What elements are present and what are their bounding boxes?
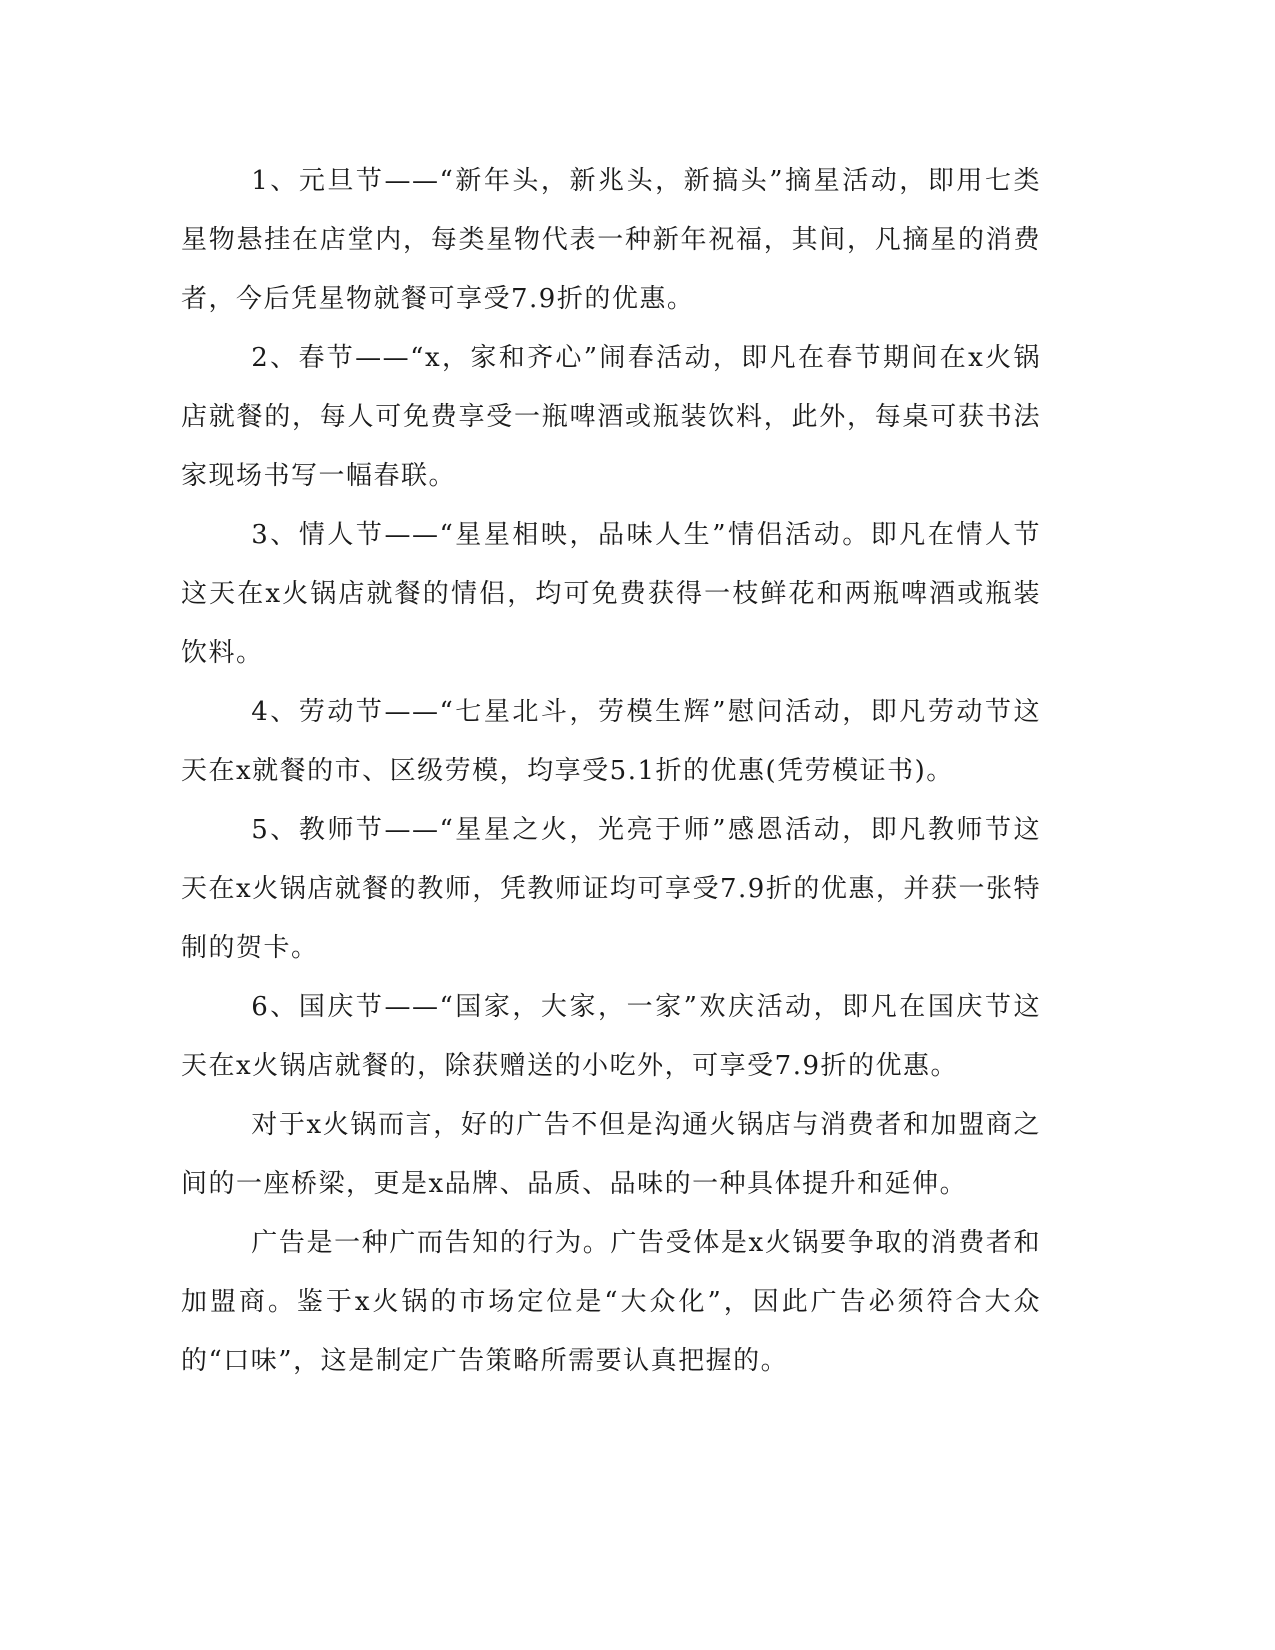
- paragraph-valentines-day: 3、情人节——“星星相映，品味人生”情侣活动。即凡在情人节这天在x火锅店就餐的情侣，均可免费获得一枝鲜花和两瓶啤酒或瓶装饮料。: [181, 520, 1041, 668]
- paragraph-advertising-strategy: 广告是一种广而告知的行为。广告受体是x火锅要争取的消费者和加盟商。鉴于x火锅的市场定位是“大众化”，因此广告必须符合大众的“口味”，这是制定广告策略所需要认真把握的。: [181, 1228, 1041, 1376]
- paragraph-spring-festival: 2、春节——“x，家和齐心”闹春活动，即凡在春节期间在x火锅店就餐的，每人可免费享受一瓶啤酒或瓶装饮料，此外，每桌可获书法家现场书写一幅春联。: [181, 343, 1041, 491]
- paragraph-advertising-bridge: 对于x火锅而言，好的广告不但是沟通火锅店与消费者和加盟商之间的一座桥梁，更是x品牌、品质、品味的一种具体提升和延伸。: [181, 1110, 1041, 1199]
- paragraph-national-day: 6、国庆节——“国家，大家，一家”欢庆活动，即凡在国庆节这天在x火锅店就餐的，除获赠送的小吃外，可享受7.9折的优惠。: [181, 992, 1041, 1081]
- document-body: [181, 152, 1041, 1391]
- paragraph-new-year: 1、元旦节——“新年头，新兆头，新搞头”摘星活动，即用七类星物悬挂在店堂内，每类星物代表一种新年祝福，其间，凡摘星的消费者，今后凭星物就餐可享受7.9折的优惠。: [181, 166, 1041, 314]
- paragraph-teachers-day: 5、教师节——“星星之火，光亮于师”感恩活动，即凡教师节这天在x火锅店就餐的教师，凭教师证均可享受7.9折的优惠，并获一张特制的贺卡。: [181, 815, 1041, 963]
- paragraph-labor-day: 4、劳动节——“七星北斗，劳模生辉”慰问活动，即凡劳动节这天在x就餐的市、区级劳模，均享受5.1折的优惠(凭劳模证书)。: [181, 697, 1041, 786]
